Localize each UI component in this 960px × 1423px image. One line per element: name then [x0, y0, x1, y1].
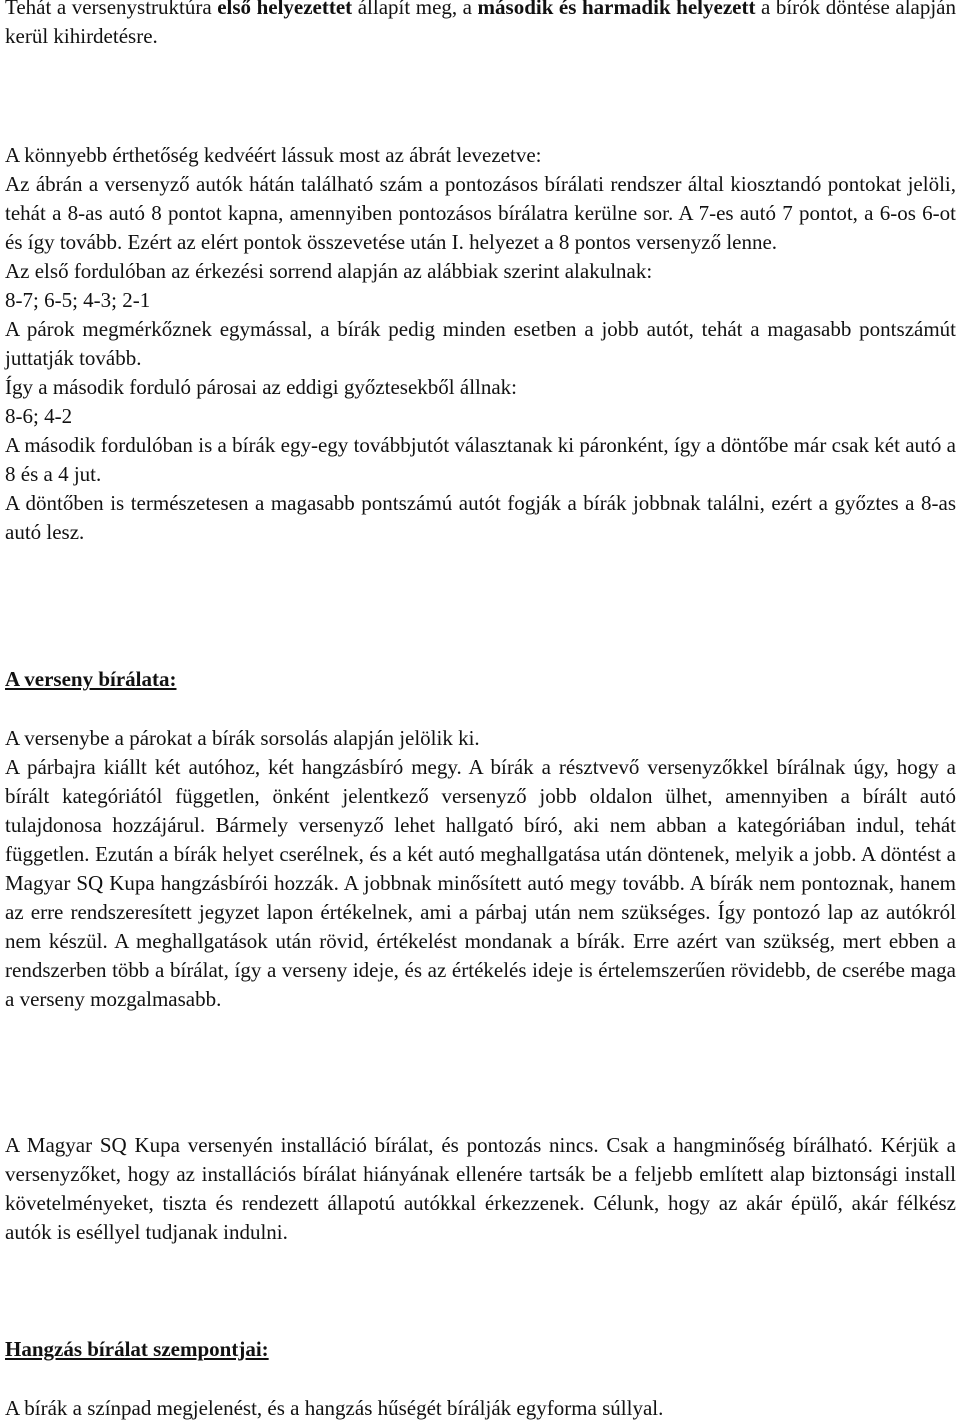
intro-bold-second-third: második és harmadik helyezett [477, 0, 756, 19]
judging-draw-paragraph: A versenybe a párokat a bírák sorsolás alapján jelölik ki. [5, 726, 480, 750]
installation-paragraph: A Magyar SQ Kupa versenyén installáció bírálat, és pontozás nincs. Csak a hangminőség bírálható. Kérjük a versenyzőket, hogy az installációs bírálat hiányának ellenére tartsák be a feljebb említett alap biztonsági install követelményeket, tiszta és rendezett állapotú autókkal érkezzenek. Célunk, hogy az akár épülő, akár félkész autók is eséllyel tudjanak indulni. [5, 1133, 956, 1244]
round2-intro: Így a második forduló párosai az eddigi győztesekből állnak: [5, 375, 518, 399]
explanation-lead: A könnyebb érthetőség kedvéért lássuk most az ábrát levezetve: [5, 143, 542, 167]
intro-text-2: állapít meg, a [357, 0, 472, 19]
intro-bold-first-place: első helyezettet [217, 0, 353, 19]
sound-paragraph: A bírák a színpad megjelenést, és a hangzás hűségét bírálják egyforma súllyal. [5, 1396, 664, 1420]
explanation-paragraph: Az ábrán a versenyző autók hátán található szám a pontozásos bírálati rendszer által kiosztandó pontokat jelöli, tehát a 8-as autó 8 pontot kapna, amennyiben pontozásos bírálatra kerülne sor. A 7-es autó 7 pontot, a 6-os 6-ot és így tovább. Ezért az elért pontok összevetése után I. helyezet a 8 pontos versenyző lenne. [5, 172, 956, 254]
final-rule: A döntőben is természetesen a magasabb pontszámú autót fogják a bírák jobbnak találni, ezért a győztes a 8-as autó lesz. [5, 491, 956, 544]
round2-pairs: 8-6; 4-2 [5, 404, 73, 428]
round1-intro: Az első fordulóban az érkezési sorrend alapján az alábbiak szerint alakulnak: [5, 259, 653, 283]
sound-heading: Hangzás bírálat szempontjai: [5, 1337, 269, 1361]
round2-rule: A második fordulóban is a bírák egy-egy továbbjutót választanak ki páronként, így a döntőbe már csak két autó a 8 és a 4 jut. [5, 433, 956, 486]
judging-heading: A verseny bírálata: [5, 667, 177, 691]
round1-pairs: 8-7; 6-5; 4-3; 2-1 [5, 288, 151, 312]
judging-section [5, 724, 956, 1014]
intro-paragraph [5, 0, 956, 51]
intro-text-1: Tehát a versenystruktúra [5, 0, 212, 19]
round1-rule: A párok megmérkőznek egymással, a bírák pedig minden esetben a jobb autót, tehát a magasabb pontszámút juttatják tovább. [5, 317, 956, 370]
judging-process-paragraph: A párbajra kiállt két autóhoz, két hangzásbíró megy. A bírák a résztvevő versenyzőkkel bírálnak úgy, hogy a bírált kategóriától független, önként jelentkező versenyző jobb oldalon ülhet, amennyiben a bírált autó tulajdonosa hozzájárul. Bármely versenyző lehet hallgató bíró, aki nem abban a kategóriában indul, tehát független. Ezután a bírák helyet cserélnek, és a két autó meghallgatása után döntenek, melyik a jobb. A döntést a Magyar SQ Kupa hangzásbírói hozzák. A jobbnak minősített autó megy tovább. A bírák nem pontoznak, hanem az erre rendszeresített jegyzet lapon értékelnek, ami a párbaj után nem szükséges. Így pontozó lap az autókról nem készül. A meghallgatások után rövid, értékelést mondanak a bírák. Erre azért van szükség, mert ebben a rendszerben több a bírálat, így a verseny ideje, és az értékelés ideje is értelemszerűen rövidebb, de cserébe maga a verseny mozgalmasabb. [5, 755, 956, 1011]
explanation-section [5, 141, 956, 547]
intro-text-3: a bírók döntése alapján kerül kihirdetésre. [5, 0, 957, 48]
